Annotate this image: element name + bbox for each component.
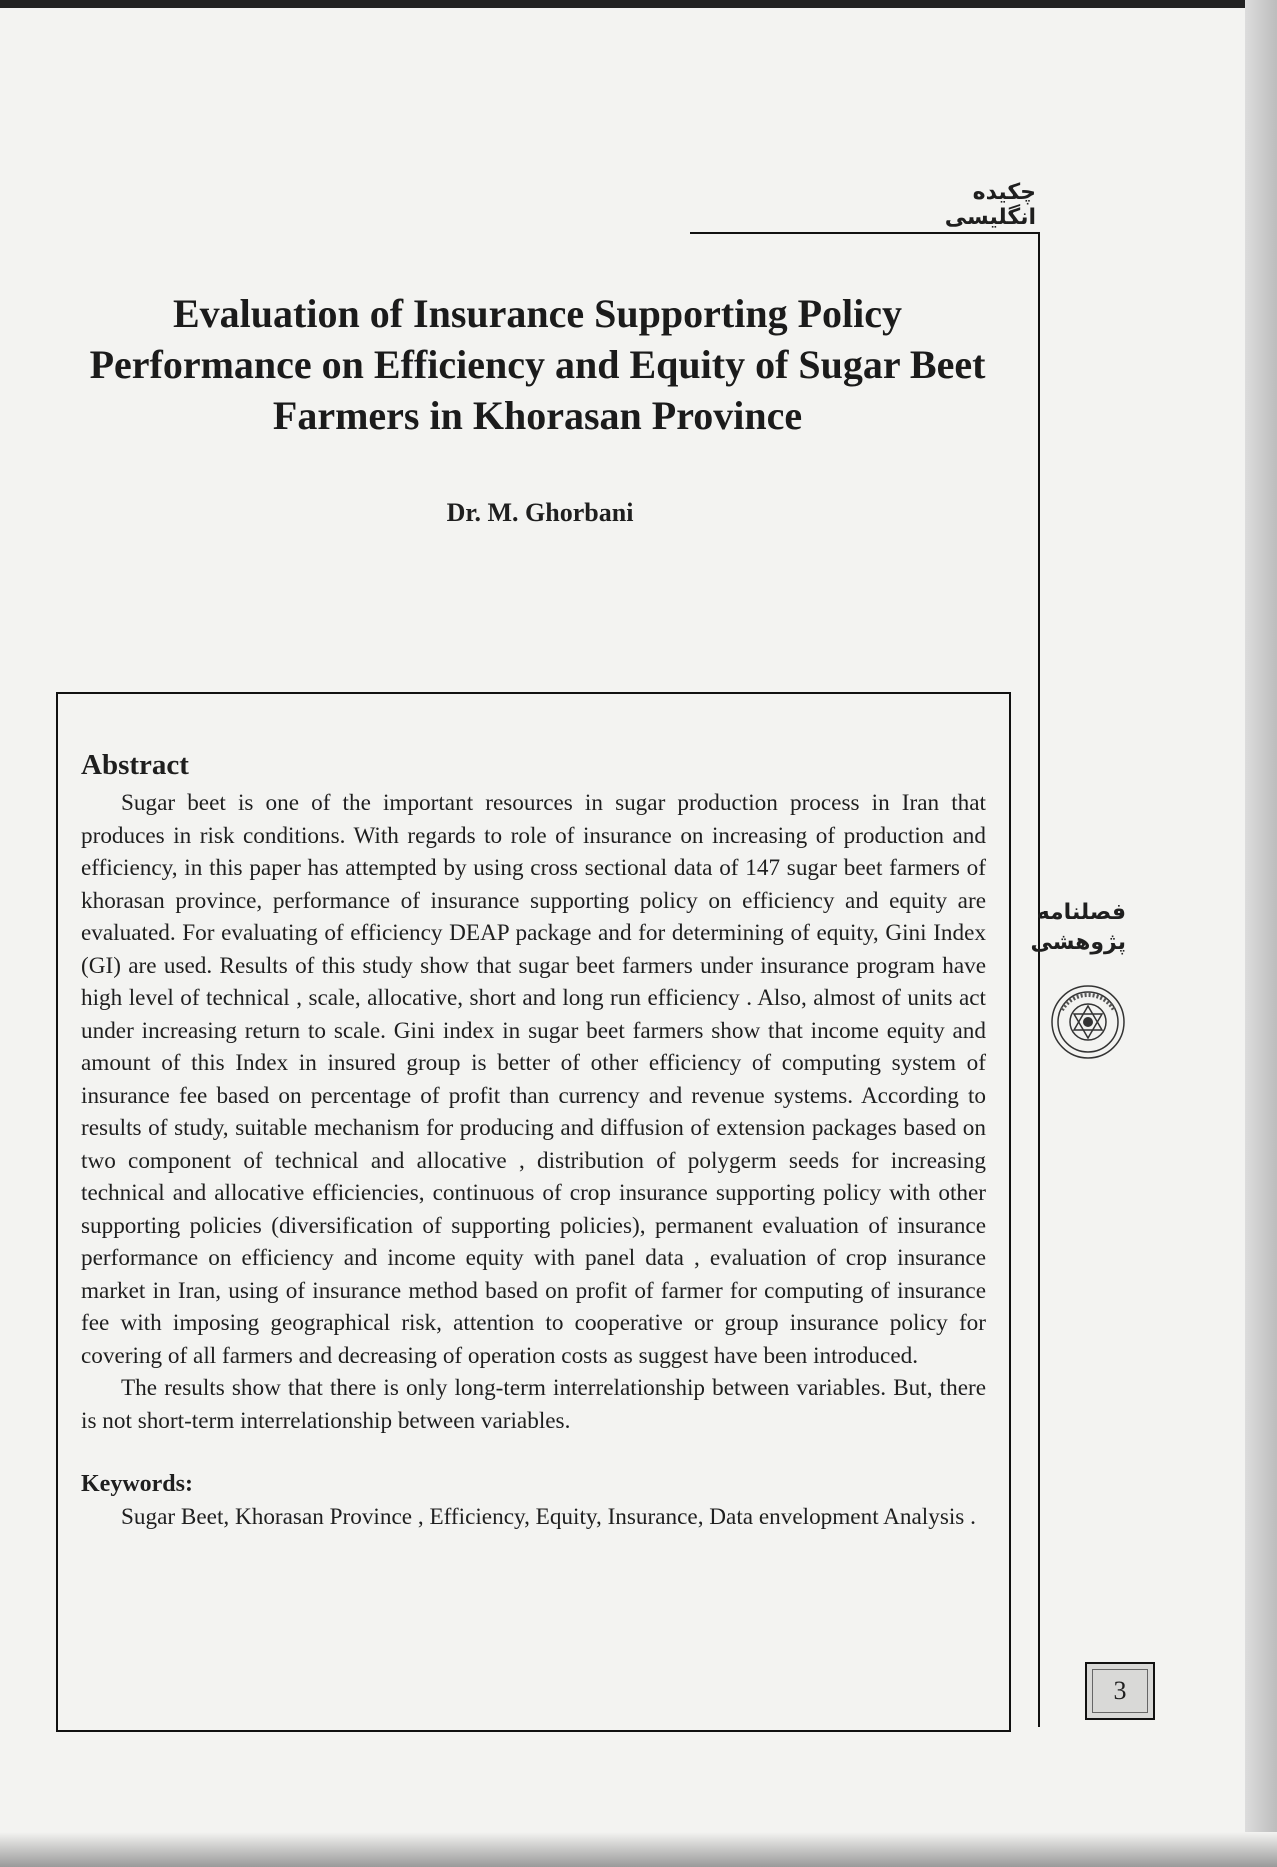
article-title: Evaluation of Insurance Supporting Policy Performance on Efficiency and Equity of Sugar Beet Farmers in Khorasan Province [89,291,986,438]
keywords-heading: Keywords: [81,1471,193,1497]
journal-name [1030,898,1126,958]
article-author: Dr. M. Ghorbani [446,498,634,527]
page-edge-shadow [1245,0,1277,1867]
section-label: چکیده انگلیسی [944,180,1036,230]
frame-top-rule [690,232,1040,234]
journal-seal-logo [1048,982,1128,1062]
frame-right-rule [1038,232,1040,1727]
top-scan-shadow [0,0,1277,8]
keywords-text: Sugar Beet, Khorasan Province , Efficiency, Equity, Insurance, Data envelopment Analysis . [121,1504,976,1530]
bottom-scan-shadow [0,1832,1277,1867]
abstract-paragraph-2: The results show that there is only long-term interrelationship between variables. But, there is not short-term interrelationship between variables. [81,1375,986,1434]
journal-name-line-1: فصلنامه [1036,900,1126,925]
page-number-inner-frame [1092,1669,1148,1713]
page-number: 3 [1113,1676,1127,1705]
abstract-heading: Abstract [81,749,189,781]
journal-name-line-2: پژوهشی [1030,930,1126,955]
abstract-paragraph-1: Sugar beet is one of the important resources in sugar production process in Iran that produces in risk conditions. With regards to role of insurance on increasing of production and efficiency, in this paper has attempted by using cross sectional data of 147 sugar beet farmers of khorasan province, performance of insurance supporting policy on efficiency and equity are evaluated. For evaluating of efficiency DEAP package and for determining of equity, Gini Index (GI) are used. Results of this study show that sugar beet farmers under insurance program have high level of technical , scale, allocative, short and long run efficiency . Also, almost of units act under increasing return to scale. Gini index in sugar beet farmers show that income equity and amount of this Index in insured group is better of other efficiency of computing system of insurance fee based on percentage of profit than currency and revenue systems. According to results of study, suitable mechanism for producing and diffusion of extension packages based on two component of technical and allocative , distribution of polygerm seeds for increasing technical and allocative efficiencies, continuous of crop insurance supporting policy with other supporting policies (diversification of supporting policies), permanent evaluation of insurance performance on efficiency and income equity with panel data , evaluation of crop insurance market in Iran, using of insurance method based on profit of farmer for computing of insurance fee with imposing geographical risk, attention to cooperative or group insurance policy for covering of all farmers and decreasing of operation costs as suggest have been introduced. [81,790,986,1369]
abstract-box [56,692,1011,1732]
page-number-box [1085,1662,1155,1720]
